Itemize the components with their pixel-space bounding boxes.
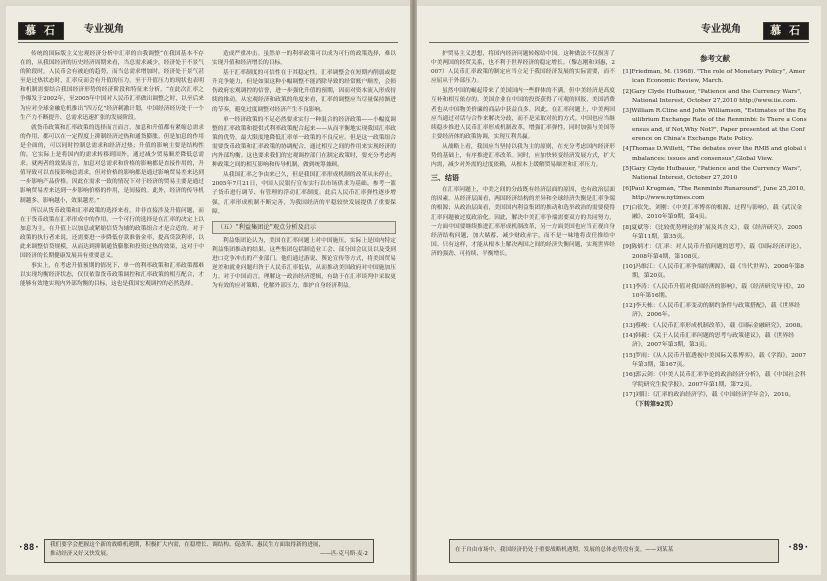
left-page: [6, 6, 410, 575]
paragraph: 造成严重冲击。虽然单一的利率政策可以成为可行的政策选择，难以实现升值和经济增长的目标。: [212, 51, 396, 67]
paragraph: 护贸易主义思想，将国内经济问题转嫁给中国。这种做法不仅损害了中美两国的经贸关系，也不利于世界经济的稳定增长。（黎志刚和刘惠，2007）人民币汇率政策的制定应当立足于我国经济发展的实际需要，而不应屈从于外部压力。: [431, 51, 615, 85]
right-page-header: [429, 20, 809, 43]
right-page: [417, 6, 821, 575]
reference-item: [11]李涛：《人民币升值对我国经济的影响》，载《经济研究导刊》，2010年第16期。: [623, 283, 805, 299]
reference-item: [3]William R.Cline and John Williamson, "Estimates of the Equilibrium Exchange Rate of the Renminbi: Is There a Consensus and, if Not,Why Not?", Paper presented at the Conference on China's Exchange Rate Policy.: [623, 108, 807, 143]
reference-item: [6]Paul Krugman, "The Renminbi Runaround", June 25,2010,http://www.nytimes.com: [623, 185, 806, 201]
left-header-badge: 慕 石: [18, 22, 64, 40]
paragraph: 事实上，在考虑升值预期的情况下，单一的利率政策和汇率政策都难以实现均衡经济状态，仅仅依靠货币政策调控和汇率政策的相互配合，才能够有效地实现内外部均衡的目标，这也是我国宏观调控的必然选择。: [20, 263, 204, 288]
paragraph: 在汇率问题上，中美之间的分歧既有经济层面的原因，也有政治层面的因素。从经济层面看，两国经济结构的差异和全球经济失衡是汇率争端的根源；从政治层面看，美国国内利益集团的推动和选举政治的需要使得汇率问题被过度政治化。因此，解决中美汇率争端需要双方的共同努力，一方面中国要继续推进汇率形成机制改革，另一方面美国也应当正视自身经济结构问题，加大储蓄、减少财政赤字，而不是一味地将责任推给中国。只有这样，才能从根本上解决两国之间的经济失衡问题，实现世界经济的强劲、可持续、平衡增长。: [431, 187, 615, 257]
reference-item: [5]Gary Clyde Hufbauer, "Patience and the Currency Wars", National Interest, October 27,2010: [623, 165, 802, 182]
reference-item-text: [17]刘阳：《汇率的政治经济学》，载《中国经济学年会》，2010。: [623, 391, 795, 398]
page-number: ·88·: [18, 543, 40, 553]
reference-item: [1]Friedman, M. (1968). "The role of Monetary Policy", American Economic Review, March.: [623, 69, 806, 85]
reference-item: [623, 391, 807, 411]
subsection-heading: （五）“利益集团论”观点分析及启示: [212, 221, 396, 234]
section-heading: 三、结语: [431, 174, 459, 183]
paragraph: 从我国汇率之争由来已久，但是我国汇率形成机制的改革从未停止。2005年7月21日，中国人民银行宣布实行以市场供求为基础、参考一篮子货币进行调节、有管理的浮动汇率制度。此后人民币汇率弹性逐步增强，汇率形成机制不断完善，为我国经济的平稳较快发展提供了重要保障。: [212, 172, 396, 215]
footer-quote-box: [44, 539, 374, 563]
reference-item: [12]李天栋：《人民币汇率变动的制约条件与政策搭配》，载《世界经济》，2006年。: [623, 303, 801, 319]
reference-item: [2]Gary Clyde Hufbauer, "Patience and the Currency Wars", National Interest, October 27,2010 http://www.iie.com.: [623, 88, 802, 104]
left-header-title: 专业视角: [84, 24, 124, 35]
page-number: ·89·: [787, 543, 809, 553]
reference-item: [8]夏斌等：《比较优势理论的扩展及其含义》，载《经济研究》，2005年第11期，第35页。: [623, 224, 803, 241]
reference-item: [15]罗雨：《从人民币升值透视中美国际关系博弈》，载《学海》，2007年第3期，第167页。: [623, 352, 807, 368]
book-gutter: [410, 0, 417, 581]
right-column-1: [431, 50, 615, 527]
right-header-title: 专业视角: [701, 24, 741, 35]
footer-quote-line-2: 推动经济又好又快发展。: [50, 551, 112, 557]
paragraph: 基于汇率制度的可信性在于其稳定性，汇率调整会在短期内削弱或提升竞争能力，但是如果这种小幅调整不能消除导致的经常账户顺差，会损伤政府宏观调控的信誉，进一步强化升值的预期，因而对资本流入形成持续的推动。从宏观经济和政策的角度来看，汇率的调整应当尽量保持渐进的节奏，避免过度调整对经济产生不良影响。: [212, 70, 396, 113]
right-column-2-references: [623, 50, 807, 527]
reference-item: [9]陈炳才：《汇率：对人民币升值问题的思考》，载《国际经济评论》，2008年第4期，第108页。: [623, 244, 806, 260]
paragraph: 利益集团论认为，美国在汇率问题上对中国施压，实际上是国内特定利益集团推动的结果。这些集团包括制造业工会、部分国会议员以及受到进口竞争冲击的产业部门。他们通过游说、舆论宣传等方式，将美国贸易逆差和就业问题归咎于人民币汇率低估，从而推动美国政府对中国施加压力。对于中国而言，理解这一政治经济逻辑，有助于在汇率谈判中采取更为有效的应对策略，化解外部压力，维护自身经济利益。: [212, 237, 396, 290]
footer-quote-signature: ——匹·克马斯·麦·2: [319, 551, 368, 557]
reference-item: [7]白钦先、刘刚：《中美汇率博弈的根源、过程与影响》，载《武汉金融》，2010年第9期，第4页。: [623, 205, 803, 221]
left-page-header: [18, 20, 398, 43]
paragraph: 所以从货币政策和汇率政策的选择来看，并非直接涉及升值问题，而在于货币政策在汇率形成中的作用。一个可行的选择是在汇率的决定上以加息为主，在升值上以加息或紧缩信贷为辅的政策组合才是合适的。对于政策的执行者来说，还需要进一步降低存款准备金率，提高贷款利率，以此来调整信贷规模，从而达到抑制通货膨胀和投资过热的效果，这对于中国经济的长期健康发展具有重要意义。: [20, 207, 204, 260]
reference-item: [16]郭云剑：《中美人民币汇率争论的政治经济分析》，载《中国社会科学院研究生院学报》，2007年第1期，第72页。: [623, 372, 806, 388]
paragraph: 从战略上看，我国应当坚持以我为主的原则，在充分考虑国内经济形势的基础上，有序推进汇率改革。同时，应加快转变经济发展方式，扩大内需，减少对外需的过度依赖，从根本上缓解贸易顺差和汇率压力。: [431, 143, 615, 169]
continued-on-page-note: （下转第92页）: [632, 401, 677, 409]
right-header-badge: 慕 石: [763, 22, 809, 40]
right-page-footer: [429, 539, 809, 561]
left-page-footer: [18, 539, 398, 561]
reference-item: [14]韩毅：《关于人民币汇率问题的思考与政策建议》，载《世界经济》，2007年第3期，第3页。: [623, 333, 795, 349]
paragraph: 虽然中国的崛起带来了美国国内一些群体的不满，但中美经济是高度互补和相互依存的。美国企业在中国的投资获得了可观的回报，美国消费者也从中国物美价廉的商品中获益良多。因此，在汇率问题上，中美两国应当通过对话与合作来解决分歧，而不是采取对抗的方式。中国也应当继续稳步推进人民币汇率形成机制改革，增强汇率弹性，同时加强与美国等主要经济体的政策协调，实现互利共赢。: [431, 88, 615, 140]
references-title: 参考文献: [700, 54, 730, 63]
paragraph: 就货币政策和汇率政策的选择而言而言，加息和升值都有紧缩总需求的作用，都可以在一定程度上抑制经济过热和通货膨胀。但是加息的作用是全面的，可以同时控制总需求和经济过热；升值的影响主要是结构性的，它实际上是将国内的需求转移到国外，通过减少贸易顺差降低总需求。就两者的效果而言，加息对总需求和价格的影响都是直接作用的，升值导致可以直接影响总需求，但对价格的影响都是通过影响贸易差来达到一步影响产品价格。因此在需求一致的情况下对于经济的贸易主要是通过影响贸易差来达到一步影响价格的作用，是间接的。此外，经济的传导机制越多，影响越小，效果越差。”: [20, 124, 204, 204]
footer-quote-box: 在于自由市场中，我国经济仍处于重要战略机遇期，发展的总体态势没有变。——刘某某: [449, 539, 779, 563]
reference-item: [10]冯维江：《人民币汇率争端的溯源》，载《当代世界》，2008年第8期，第20页。: [623, 263, 805, 280]
reference-item: [13]蔡峻：《人民币汇率形成机制改革》，载《国际金融研究》，2008。: [623, 322, 807, 329]
left-column-1: [20, 50, 204, 527]
right-page-body: [431, 50, 807, 527]
left-page-body: [20, 50, 396, 527]
paragraph: 传统的国际版主义宏观经济分析中汇率的自我调整“在我国基本不存在的，从我国经济的历史经济周期来看，当总需求减少，经济处于不景气的阶段时，人民币会有被迫的趋势，而当总需求增加时，经济处于景气甚至是过热状态时，汇率反而会有升值的压力。至于升值压力的现状也表明和机制需要结合我国经济形势的经济阶段和特征来分析。“在此次汇率之争爆发于2002年，至2005年中国对人民币汇率做出调整之时，以至后来为应对全球金融危机推出“四万亿”经济刺激计划，中国经济经历处于一个生产力不断提升、总需求迅速扩张的发展阶段。: [20, 51, 204, 121]
paragraph: 单一经济政策的不足必然要求实行一种混合的经济政策——小幅度调整的汇率政策和提供式利率政策配合起来——从而平衡地实现我国汇率政策的优势，最大限度地降低汇率单一政策的不良反应。但是这一政策组合需要货币政策和汇率政策的协调配合，通过相互之间的作用来实现经济的内外部均衡。这也要求我们的宏观调控部门在制定政策时，要充分考虑两种政策之间的相互影响和传导机制，做到统筹兼顾。: [212, 116, 396, 169]
reference-item: [4]Thomas D.Willett, "The debates over the RMB and global imbalances: issues and consensus",Global View.: [623, 146, 806, 162]
left-column-2: [212, 50, 396, 527]
footer-quote-line-1: 我们要学会把握这个新的战略机遇期，积极扩大内需，在稳增长、调结构、促改革、惠民生方面取得新的进展，: [50, 542, 325, 548]
